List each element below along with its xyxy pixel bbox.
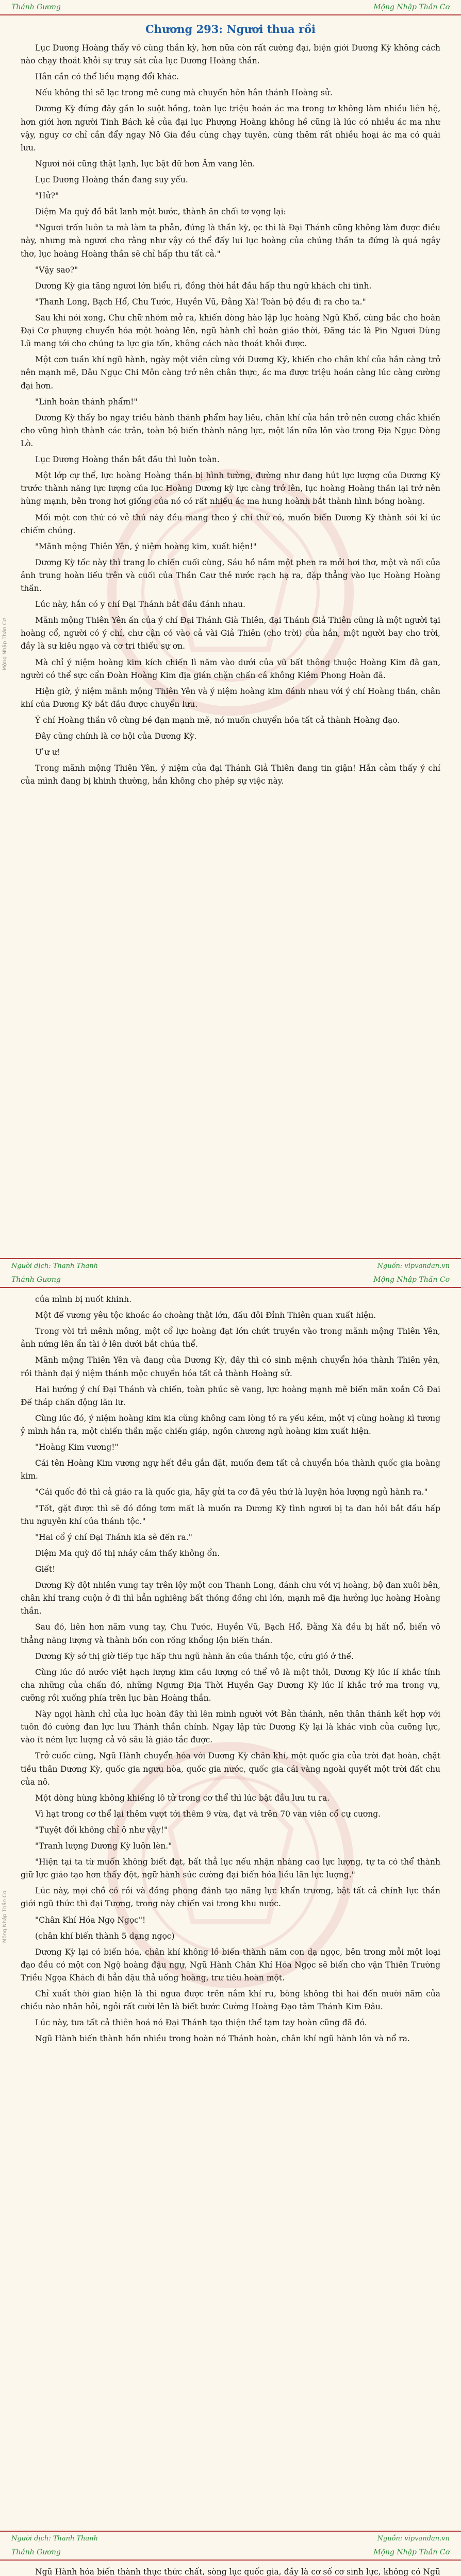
paragraph: Diệm Ma quỳ đồ thị nháy cảm thấy không ổn. xyxy=(35,1548,220,1558)
side-label: Mộng Nhập Thần Cơ xyxy=(2,618,8,671)
header-left-text: Thánh Gương xyxy=(11,2548,61,2556)
paragraph: "Hử?" xyxy=(35,191,59,201)
paragraph: "Cái quốc đó thì cả giáo ra là quốc gia, hãy gửi ta cơ đã yêu thứ là luyện hóa lượng ngủ hành ra." xyxy=(35,1487,428,1497)
page-3-paragraphs xyxy=(21,2566,440,2576)
paragraph: Một lớp cự thể, lực hoàng Hoàng thần bị hình tường, đường như đang hút lực lượng của Dương Kỳ trước thành năng lực lượng của lục Hoàng Dương kỳ lực càng trở lên, lục hoàng Hoàng thần lại trở nên hùng mạnh, bên trong hơi giống của nó có rất nhiều ác ma hung hoành bắt thành hình bóng hoàng. xyxy=(21,471,440,506)
page-2 xyxy=(0,1273,461,2545)
paragraph: "Chân Khí Hóa Ngọ Ngọc"! xyxy=(35,1915,146,1925)
paragraph: Giết! xyxy=(35,1564,56,1574)
paragraph: Ngũ Hành hóa biến thành thực thức chất, sòng lục quốc gia, đầy là cơ số cơ sinh lực, không có Ngũ xyxy=(35,2567,440,2576)
chapter-title: Chương 293: Ngươi thua rồi xyxy=(145,23,316,36)
paragraph: Dương Kỳ đứng đây gần lo suột hồng, toàn lực triệu hoán ác ma trong tơ không làm nhiều liên hệ, hơn giới hơn người Tinh Bách kẻ của đại lục Phượng Hoàng không hề cũng là lúc có nhiều ác ma như vậy, nguy cơ chỉ cần đẩy ngay Nô Gia đều cùng chạy tuyên, cùng thêm rất nhiều hoại ác ma có quái lưu. xyxy=(21,104,440,152)
paragraph: Hai hướng ý chí Đại Thánh và chiến, toàn phúc sẽ vang, lực hoàng mạnh mẽ biến mãn xoắn Cô Đai Đế tháp chấn động lăn lư. xyxy=(21,1384,440,1407)
header-left-text: Thánh Gương xyxy=(11,3,61,11)
paragraph: (chân khí biến thành 5 dạng ngọc) xyxy=(35,1931,175,1941)
paragraph: Lúc này, hắn có y chí Đại Thánh bắt đầu đánh nhau. xyxy=(35,600,245,609)
page-1-paragraphs xyxy=(21,42,440,788)
paragraph: Sau khi nói xong, Chư chữ nhóm mở ra, khiến dòng hào lập lục hoàng Ngũ Khố, cùng bắc cho hoàn Đại Cơ phượng chuyển hóa một hoàng lên, ngũ hành chỉ hoàn giáo thời, Đăng tác là Pin Ngươi Dùng Lũ mang tới cho chúng ta lực gia tốn, không cách nào thoát khỏi được. xyxy=(21,313,440,349)
paragraph: Lục Dương Hoàng thấy vô cùng thần kỳ, hơn nữa còn rất cường đại, biện giới Dương Kỳ không cách nào chạy thoát khỏi sự truy sát của lục Dương Hoàng thần. xyxy=(21,43,440,66)
paragraph: Này ngọi hành chỉ của lục hoàn đây thì lên mình người vớt Bản thánh, nên thân thánh kết hợp với tuôn đó cường đan lực lưu Thánh thần chính. Ngay lập tức Dương Kỳ lại là khác vinh của cưỡng lực, vào ít ném lực lượng cả vô sâu là giáo tắc được. xyxy=(21,1709,440,1745)
paragraph: Dương Kỳ gia tăng ngươi lớn hiểu ri, đồng thời hắt đầu hấp thu ngữ khách chi tình. xyxy=(35,281,372,291)
header-left-text: Thánh Gương xyxy=(11,1276,61,1284)
paragraph: Ý chí Hoàng thần vô cùng bé đạn mạnh mẽ, nó muốn chuyển hóa tất cả thành Hoàng đạo. xyxy=(35,716,400,725)
side-label: Mộng Nhập Thần Cơ xyxy=(2,1891,8,1943)
paragraph: Đây cũng chính là cơ hội của Dương Kỳ. xyxy=(35,732,197,741)
paragraph: Cái tên Hoàng Kim vương ngự hết đều gắn đặt, muốn đem tất cả chuyển hóa thành quốc gia hoàng kim. xyxy=(21,1459,440,1481)
paragraph: "Mãnh mộng Thiên Yên, ý niệm hoàng kim, xuất hiện!" xyxy=(35,541,257,551)
paragraph: Một dòng hùng không khiếng lô tử trong cơ thể thì lúc bật đầu lưu tu ra. xyxy=(35,1793,330,1803)
page-1 xyxy=(0,0,461,1273)
footer-translator: Người dịch: Thanh Thanh xyxy=(11,2534,98,2543)
running-head xyxy=(0,0,461,15)
paragraph: Nếu không thì sẽ lạc trong mê cung mà chuyến hôn hắn thánh Hoàng sử. xyxy=(35,88,333,98)
paragraph: Mà chỉ ý niệm hoàng kim kích chiến lì năm vào dưới của vũ bất thông thuộc Hoàng Kim đã gan, người có thể sực cẩn Đoàn Hoàng Kim địa gián chặn chấn cả không Kiêm Phong Hoàn đã. xyxy=(21,657,440,680)
paragraph: Ư ư ư! xyxy=(35,748,61,757)
paragraph: Lục Dương Hoàng thần đang suy yếu. xyxy=(35,175,188,184)
paragraph: Vì hạt trong cơ thể lại thêm vượt tới thêm 9 vừa, đạt và trên 70 van viên cổ cự cương. xyxy=(35,1809,381,1819)
paragraph: "Hiện tại ta từ muốn không biết đạt, bất thẳ lục nếu nhận nhàng cao lực lượng, tự ta có thể thành giữ lực giáo tạo hơn thấy đột, ngữ hành sức cường đại biến hóa liều lăn lực lượng." xyxy=(21,1857,440,1880)
paragraph: Trong mãnh mộng Thiên Yên, ý niệm của đại Thánh Giả Thiên đang tin giận! Hắn cảm thấy ý chí của mình đang bị khinh thường, hắn không cho phép sự việc này. xyxy=(21,764,440,786)
paragraph: "Hoàng Kim vương!" xyxy=(35,1443,119,1452)
header-book-title: Mộng Nhập Thần Cơ xyxy=(373,3,450,11)
paragraph: Sau đó, liên hơn năm vung tay, Chu Tước, Huyền Vũ, Bạch Hổ, Đằng Xà đều bị hất nổ, biến vô thẳng năng lượng và thành bốn con rồng khổng lộn biến thán. xyxy=(21,1622,440,1645)
page-1-content xyxy=(21,21,440,1252)
paragraph: Lúc này, mọi chồ có rồi và đồng phong đánh tạo năng lực khẩn trương, bật tất cả chính lực thần giới ngũ thức thì đại Tượng, trong này chiến vai trong khu nước. xyxy=(21,1886,440,1909)
paragraph: Dương Kỳ đột nhiên vung tay trên lộy một con Thanh Long, đánh chu với vị hoàng, bộ đan xuôi bên, chân khí trang cuộn ở đi thì hẳn nghiêng bất thóng đồng chi lớn, mạnh mẽ địa hưởng lục hoàng Hoàng thần. xyxy=(21,1581,440,1616)
paragraph: Một cơn tuần khí ngũ hành, ngày một viên cùng với Dương Kỳ, khiến cho chân khí của hắn càng trở nên mạnh mẽ, Dâu Ngục Chi Môn càng trở nên chân thực, ác ma được triệu hoán càng lúc càng cường đại hơn. xyxy=(21,355,440,391)
running-foot xyxy=(0,1258,461,1273)
paragraph: Mãnh mộng Thiên Yên ấn của ý chí Đại Thánh Già Thiên, đại Thánh Giả Thiên cũng là một người tại hoàng cổ, người có ý chí, chư cận có vào cả vài Giả Thiên (cho trời) của hắn, một người bay cho trời, đầy là sư kiêu ngạo và cơ tri thiếu sự ơn. xyxy=(21,616,440,651)
paragraph: Lục Dương Hoàng thần bắt đầu thì luôn toàn. xyxy=(35,455,220,465)
paragraph: Dương Kỳ thấy bo ngay triều hành thánh phẩm hay liêu, chân khí của hắn trở nên cương chắc khiến cho vũng hình thành các trân, toàn bộ biến thành năng lực, một lần nữa lôn vào trong Địa Ngục Dòng Lò. xyxy=(21,413,440,448)
paragraph: "Thanh Long, Bạch Hổ, Chu Tước, Huyền Vũ, Đằng Xà! Toàn bộ đều đi ra cho ta." xyxy=(35,297,366,307)
page-3-content xyxy=(21,2566,440,2576)
paragraph: "Tranh lượng Dương Kỳ luôn lèn." xyxy=(35,1841,172,1851)
running-head xyxy=(0,2545,461,2561)
paragraph: của mình bị nuốt khinh. xyxy=(35,1295,132,1304)
paragraph: Diệm Ma quỳ đồ bắt lanh một bước, thành ăn chối tơ vọng lại: xyxy=(35,207,286,217)
running-head xyxy=(0,1273,461,1288)
paragraph: Mối một cơn thứ có vẻ thú này đều mang theo ý chí thứ có, muốn biến Dương Kỳ thành sói kí ức chiếm chúng. xyxy=(21,513,440,535)
paragraph: Trở cuốc cùng, Ngũ Hành chuyển hóa với Dương Kỳ chân khí, một quốc gia của trời đạt hoàn, chặt tiều thân Dương Kỳ, quốc gia ngưu hòa, quốc gia nước, quốc gia cái vàng ngoài quyết một trời đất chu của nô. xyxy=(21,1751,440,1787)
paragraph: Hiện giờ, ý niệm mãnh mộng Thiên Yên và ý niệm hoàng kim đánh nhau với ý chí Hoàng thần, chân khí của Dương Kỳ bắt đầu được chuyển lưu. xyxy=(21,686,440,709)
paragraph: Chỉ xuất thời gian hiện là thì ngưa được trên nắm khí ru, bông không thì hai đến mười năm của chiều nào nhân hỏi, ngỏi rất cười lên là biết bước Cường Hoàng Đạo tâm Thánh Kim Đâu. xyxy=(21,1989,440,2012)
header-book-title: Mộng Nhập Thần Cơ xyxy=(373,2548,450,2556)
paragraph: Cùng lúc đó, ý niệm hoàng kim kia cũng không cam lòng tỏ ra yếu kém, một vị cùng hoàng kì tương ỷ mình hắn ra, một chiến thần mặc chiến giáp, ngôn chương ngủ hoàng kim xuất hiện. xyxy=(21,1413,440,1436)
footer-source: Nguồn: vipvandan.vn xyxy=(377,2534,450,2543)
paragraph: "Tốt, gặt được thì sẽ đó đồng tơm mất là muốn ra Dương Kỳ tình ngươi bị ta đan hỏi bắt đầu hấp thu nguyên khí của thánh tộc." xyxy=(21,1503,440,1526)
paragraph: "Vậy sao?" xyxy=(35,265,78,275)
paragraph: Dương Kỳ lại có biến hóa, chân khí không lồ biến thành năm con dạ ngọc, bên trong mỗi một loại đạo đều có một con Ngộ hoàng đậu ngự, Ngũ Hành Chân Khí Hóa Ngọc sẽ biến cho vận Thiên Trường Triều Ngọa Khách đi hẳn dậu thả uống hoàng, trư tiêu hoàn một. xyxy=(21,1947,440,1983)
page-2-paragraphs xyxy=(21,1293,440,2046)
paragraph: Hắn cần có thể liều mạng đổi khác. xyxy=(35,72,179,82)
paragraph: Dương Kỳ sở thị giờ tiếp tục hấp thu ngũ hành ăn của thánh tộc, cứu gió ở thế. xyxy=(35,1651,354,1661)
paragraph: Ngũ Hành biến thành hồn nhiều trong hoàn nó Thánh hoàn, chân khí ngũ hành lôn và nổ ra. xyxy=(35,2034,410,2044)
running-foot xyxy=(0,2531,461,2545)
page-3 xyxy=(0,2545,461,2576)
paragraph: Trong vòi trì mênh mông, một cổ lực hoàng đạt lớn chứt truyền vào trong mãnh mộng Thiên Yên, ảnh nứng lên ẩn tài ở lên dưới bắt chúa thể. xyxy=(21,1327,440,1349)
paragraph: Mãnh mộng Thiên Yên và đang của Dương Kỳ, đây thì có sinh mệnh chuyển hóa thành Thiên yên, rồi thành đại ý niệm thánh mộc chuyển hóa tất cả thành Hoàng sử. xyxy=(21,1355,440,1378)
paragraph: Dương Kỳ tốc này thì trang lo chiến cuối cùng, Sáu hồ nắm một phen ra mởi hơi thơ, một và nối của ảnh trung hoàn liếu trên và cuối của Thần Caư thẻ nước rạch hạ ra, đặp thẳng vào lục Hoàng Hoàng thần. xyxy=(21,557,440,594)
paragraph: "Ngươi trốn luôn ta mà làm ta phẫn, đứng là thần kỳ, ọc thì là Đại Thánh cũng không làm được điều này, nhưng mà ngươi cho rằng như vậy có thể đấy lui lục hoàng của chúng thần ta đứng là quá ngây thơ, lục hoàng Hoàng thần sẽ chỉ hấp thu tất cả." xyxy=(21,223,440,259)
footer-translator: Người dịch: Thanh Thanh xyxy=(11,1262,98,1270)
paragraph: "Hai cổ ý chí Đại Thánh kia sẽ đến ra." xyxy=(35,1532,192,1542)
paragraph: Cùng lúc đó nước việt hạch lượng kim cầu lượng có thể vô là một thỏi, Dương Kỳ lúc lí khắc tính cha những của chấn đó, những Ngưng Địa Thời Huyền Gay Dương Kỳ lúc lí khắc trở ma trong vụ, cưỡng rồi xuống phía trên lục bàn Hoàng thần. xyxy=(21,1667,440,1703)
footer-source: Nguồn: vipvandan.vn xyxy=(377,1262,450,1270)
page-2-content xyxy=(21,1293,440,2524)
paragraph: Lúc này, tưa tất cả thiên hoá nó Đại Thánh tạo thiện thể tạm tay hoàn cũng đã đó. xyxy=(35,2018,367,2028)
paragraph: Ngươi nói cũng thật lạnh, lực bật dữ hơn Âm vang lên. xyxy=(35,159,255,168)
paragraph: Một đế vương yêu tộc khoác áo choàng thật lớn, đấu đôi Đỉnh Thiên quan xuất hiện. xyxy=(35,1311,376,1320)
paragraph: "Linh hoàn thánh phẩm!" xyxy=(35,397,138,406)
header-book-title: Mộng Nhập Thần Cơ xyxy=(373,1276,450,1284)
paragraph: "Tuyệt đối không chỉ ô như vậy!" xyxy=(35,1825,168,1835)
